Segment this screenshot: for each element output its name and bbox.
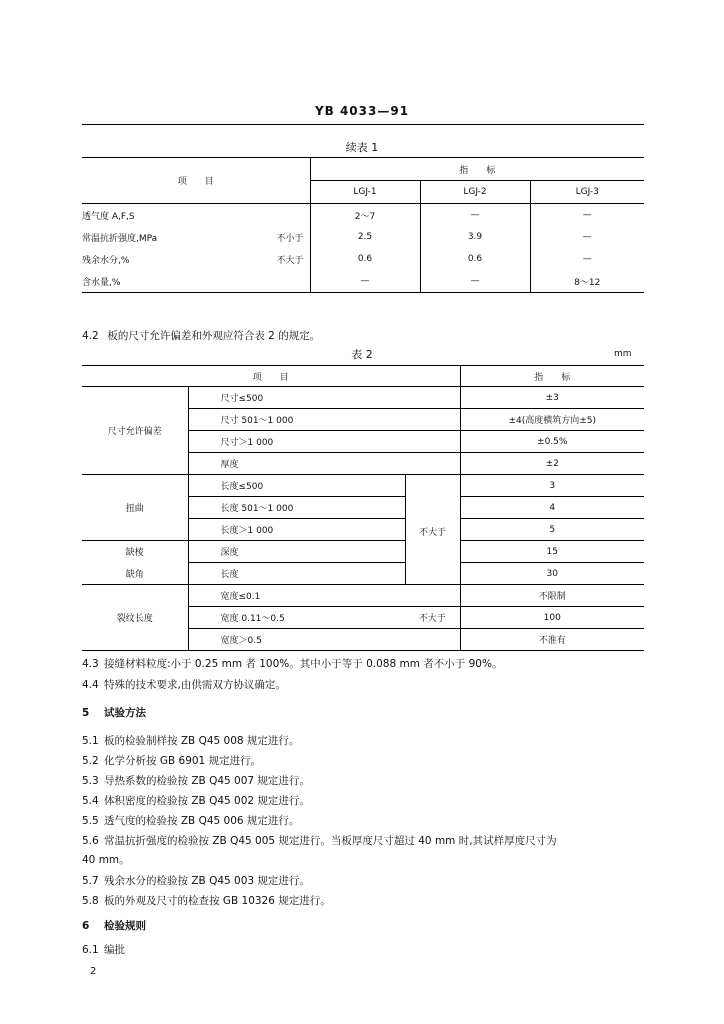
group-corner-missing: 缺角 xyxy=(82,563,188,585)
row-condition: 不小于 xyxy=(208,226,310,248)
table1-header-row xyxy=(82,158,644,181)
cell-lgj1: 2.5 xyxy=(310,226,420,248)
group-size-deviation: 尺寸允许偏差 xyxy=(82,387,188,475)
row-value: ±2 xyxy=(460,453,644,475)
clause-text: 常温抗折强度的检验按 ZB Q45 005 规定进行。当板厚度尺寸超过 40 mm 时,其试样厚度尺寸为 xyxy=(104,835,557,847)
row-sub: 尺寸＞1 000 xyxy=(188,431,460,453)
row-sub: 长度＞1 000 xyxy=(188,519,405,541)
table-row xyxy=(82,387,644,409)
row-value: ±3 xyxy=(460,387,644,409)
cell-lgj2: — xyxy=(420,204,530,227)
grade-lgj3: LGJ-3 xyxy=(575,187,599,197)
table1-caption: 续表 1 xyxy=(345,141,379,154)
row-value: ±4(高度横筑方向±5) xyxy=(460,409,644,431)
row-value: 4 xyxy=(460,497,644,519)
table1-item-header: 项 目 xyxy=(82,158,310,204)
row-value: 5 xyxy=(460,519,644,541)
row-value: 不限制 xyxy=(460,585,644,607)
table2-header-row xyxy=(82,366,644,387)
clause-text: 体积密度的检验按 ZB Q45 002 规定进行。 xyxy=(104,795,310,807)
paragraph-5-5 xyxy=(82,813,299,828)
cell-lgj3: 8～12 xyxy=(574,277,601,288)
row-value: 3 xyxy=(460,475,644,497)
clause-number: 4.3 xyxy=(82,658,99,670)
cell-lgj2: 0.6 xyxy=(420,248,530,270)
clause-text: 板的外观及尺寸的检查按 GB 10326 规定进行。 xyxy=(104,895,331,907)
row-value: 100 xyxy=(460,607,644,629)
twist-edge-condition: 不大于 xyxy=(405,475,460,585)
clause-number: 4.2 xyxy=(82,330,99,342)
group-twist: 扭曲 xyxy=(82,475,188,541)
cell-lgj3: — xyxy=(582,232,592,242)
row-sub: 长度 xyxy=(188,563,405,585)
clause-text: 接缝材料粒度:小于 0.25 mm 者 100%。其中小于等于 0.088 mm 者不小于 90%。 xyxy=(104,658,503,670)
table2 xyxy=(82,365,644,651)
row-name: 常温抗折强度,MPa xyxy=(82,233,158,244)
paragraph-4-2 xyxy=(82,328,320,343)
section-number: 6 xyxy=(82,920,90,932)
cell-lgj1: — xyxy=(310,270,420,293)
row-sub: 长度≤500 xyxy=(188,475,405,497)
table-row xyxy=(82,563,644,585)
paragraph-5-2 xyxy=(82,753,261,768)
page-number: 2 xyxy=(90,966,97,977)
row-sub: 宽度≤0.1 xyxy=(188,585,460,607)
paragraph-4-4 xyxy=(82,677,286,692)
row-sub: 宽度 0.11～0.5 xyxy=(188,607,405,629)
cell-lgj1: 2～7 xyxy=(310,204,420,227)
row-condition: 不大于 xyxy=(208,248,310,270)
paragraph-4-3 xyxy=(82,656,502,671)
crack-condition: 不大于 xyxy=(405,607,460,629)
document-header: YB 4033—91 xyxy=(314,104,410,118)
section-6-heading xyxy=(82,918,146,933)
group-crack-length: 裂纹长度 xyxy=(82,585,188,651)
clause-number: 5.8 xyxy=(82,895,99,907)
cell-lgj2: — xyxy=(420,270,530,293)
row-value: 30 xyxy=(460,563,644,585)
row-value: 15 xyxy=(460,541,644,563)
clause-text: 透气度的检验按 ZB Q45 006 规定进行。 xyxy=(104,815,300,827)
table-row xyxy=(82,270,644,293)
clause-number: 5.4 xyxy=(82,795,99,807)
cell-lgj3: — xyxy=(582,210,592,220)
clause-text: 化学分析按 GB 6901 规定进行。 xyxy=(104,755,262,767)
cell-lgj2: 3.9 xyxy=(420,226,530,248)
paragraph-5-3 xyxy=(82,773,310,788)
clause-text: 板的尺寸允许偏差和外观应符合表 2 的规定。 xyxy=(107,330,321,342)
row-condition xyxy=(208,204,310,227)
group-edge-missing: 缺棱 xyxy=(82,541,188,563)
paragraph-5-8 xyxy=(82,893,331,908)
table-row xyxy=(82,585,644,607)
row-name: 残余水分,% xyxy=(82,255,130,266)
row-value: ±0.5% xyxy=(460,431,644,453)
row-sub: 厚度 xyxy=(188,453,460,475)
clause-text: 导热系数的检验按 ZB Q45 007 规定进行。 xyxy=(104,775,310,787)
table-row xyxy=(82,248,644,270)
clause-number: 5.6 xyxy=(82,835,99,847)
row-sub: 宽度＞0.5 xyxy=(188,629,460,651)
table1 xyxy=(82,157,644,293)
table-row xyxy=(82,204,644,227)
table-row xyxy=(82,226,644,248)
row-name: 透气度 A,F,S xyxy=(82,211,135,222)
paragraph-5-4 xyxy=(82,793,310,808)
grade-lgj1: LGJ-1 xyxy=(310,181,420,204)
table-row xyxy=(82,475,644,497)
clause-number: 5.5 xyxy=(82,815,99,827)
row-sub: 长度 501～1 000 xyxy=(188,497,405,519)
clause-number: 4.4 xyxy=(82,679,99,691)
cell-lgj1: 0.6 xyxy=(310,248,420,270)
clause-number: 5.2 xyxy=(82,755,99,767)
row-name: 含水量,% xyxy=(82,277,121,288)
table2-unit: mm xyxy=(614,349,632,359)
clause-number: 6.1 xyxy=(82,944,99,956)
paragraph-5-7 xyxy=(82,873,310,888)
paragraph-5-1 xyxy=(82,733,299,748)
cell-lgj3: — xyxy=(582,254,592,264)
clause-text: 板的检验制样按 ZB Q45 008 规定进行。 xyxy=(104,735,300,747)
table2-item-header: 项 目 xyxy=(82,366,460,387)
clause-number: 5.3 xyxy=(82,775,99,787)
grade-lgj2: LGJ-2 xyxy=(420,181,530,204)
row-sub: 尺寸≤500 xyxy=(188,387,460,409)
clause-text: 编批 xyxy=(104,944,125,956)
table2-caption: 表 2 xyxy=(351,348,373,361)
section-title: 检验规则 xyxy=(104,920,146,932)
paragraph-6-1 xyxy=(82,942,125,957)
section-title: 试验方法 xyxy=(104,707,146,719)
row-sub: 尺寸 501～1 000 xyxy=(188,409,460,431)
table1-indicator-header: 指 标 xyxy=(310,158,644,181)
clause-text: 特殊的技术要求,由供需双方协议确定。 xyxy=(104,679,286,691)
clause-text: 40 mm。 xyxy=(82,854,130,866)
table2-indicator-header: 指 标 xyxy=(534,372,571,383)
row-value: 不准有 xyxy=(538,636,566,646)
row-condition xyxy=(208,270,310,293)
clause-text: 残余水分的检验按 ZB Q45 003 规定进行。 xyxy=(104,875,310,887)
table-row xyxy=(82,541,644,563)
header-rule xyxy=(82,124,644,125)
paragraph-5-6-continued xyxy=(82,852,130,867)
row-sub: 深度 xyxy=(188,541,405,563)
section-5-heading xyxy=(82,705,146,720)
clause-number: 5.1 xyxy=(82,735,99,747)
clause-number: 5.7 xyxy=(82,875,99,887)
section-number: 5 xyxy=(82,707,90,719)
paragraph-5-6 xyxy=(82,833,557,848)
